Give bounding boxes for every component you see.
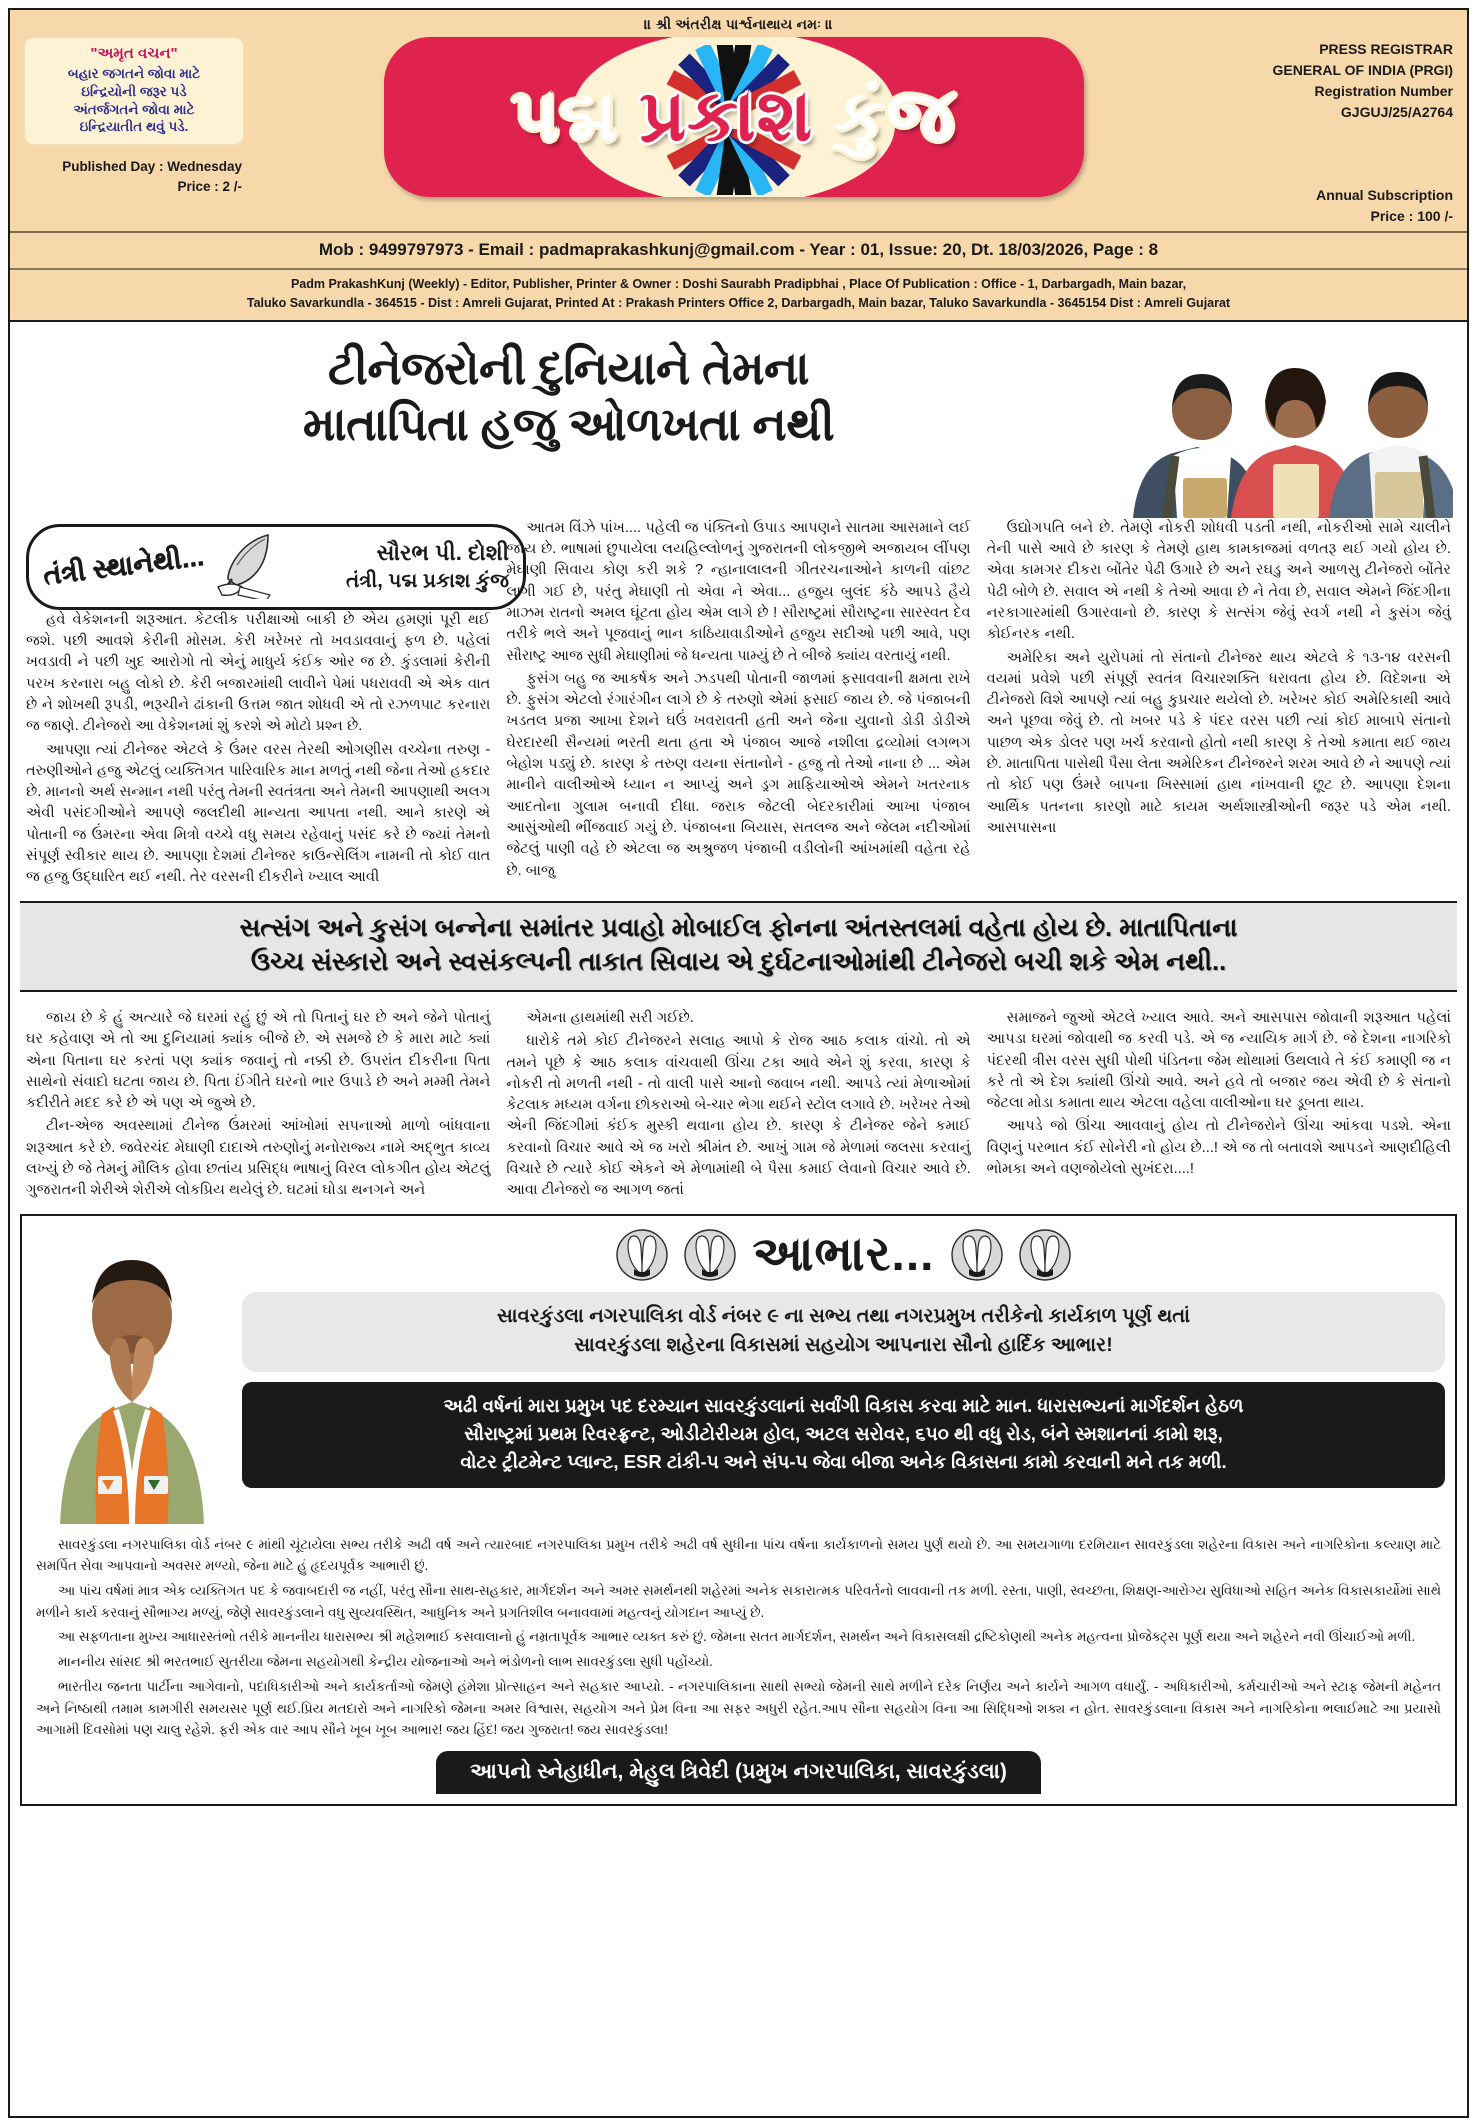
ad-signature: આપનો સ્નેહાધીન, મેહુલ ત્રિવેદી (પ્રમુખ નગરપાલિકા, સાવરકુંડલા): [436, 1751, 1041, 1794]
masthead-row: [24, 35, 1453, 227]
namaste-hands-icon: [1019, 1229, 1071, 1281]
ad-grey-panel: [242, 1292, 1445, 1373]
masthead: [10, 10, 1467, 233]
ad-right-column: [242, 1224, 1445, 1489]
prgi-line-1: PRESS REGISTRAR: [1319, 41, 1453, 57]
logo-word-1: પદ્મ: [511, 76, 619, 156]
amrut-vachan-line-3: અંતર્જગતને જોવા માટે: [73, 101, 195, 117]
ad-black-panel: [242, 1382, 1445, 1488]
imprint-block: [10, 270, 1467, 322]
article-column-2: [506, 518, 970, 884]
logo-wordmark: [512, 75, 955, 159]
article-paragraph: ટીન-એજ અવસ્થામાં ટીનેજ ઉંમરમાં આંખોમાં સપનાઓ માળો બાંધવાના શરૂઆત કરે છે. જવેરચંદ મેઘાણી દાદાએ તરુણોનું મનોરાજ્ય નામે અદ્ભુત કાવ્ય લખ્યું છે જે તેમનું મૌલિક હોવા છતાંય પ્રસિદ્ધ ભાષાનું વિરલ લોકગીત હોય એટલું ગુજરાતની શેરીએ શેરીએ લોકપ્રિય થયેલું છે. ઘટમાં ઘોડા થનગને અને: [26, 1118, 491, 1199]
article-paragraph: આપડે જો ઊંચા આવવાનું હોય તો ટીનેજરોને ઊંચા આંકવા પડશે. એના વિણનું પરભાત કંઈ સોનેરી નો હોય છે...! એ જ તો બતાવશે આપડને આણદીહિલી ભોમકા અને વણજોયેલો સુખંદરા....!: [986, 1118, 1451, 1178]
article2-column-1: [26, 1008, 490, 1204]
ad-paragraph: આ પાંચ વર્ષમાં માત્ર એક વ્યક્તિગત પદ કે જવાબદારી જ નહીં, પરંતુ સૌના સાથ-સહકાર, માર્ગદર્શન અને અમર સમર્થનથી શહેરમાં અનેક સકારાત્મક પરિવર્તનો લાવવાની તક મળી. રસ્તા, પાણી, સ્વચ્છતા, શિક્ષણ-આરોગ્ય સુવિધાઓ સહિત અનેક વિકાસકાર્યોમાં સાથે મળીને કાર્ય કરવાનું સૌભાગ્ય મળ્યું, જેણે સાવરકુંડલાને વધુ સુવ્યવસ્થિત, આધુનિક અને પ્રગતિશીલ બનાવવામાં મહત્વનું યોગદાન આપ્યું છે.: [36, 1583, 1441, 1620]
students-photo: [1123, 338, 1453, 518]
editor-name: સૌરભ પી. દોશી: [376, 540, 509, 566]
masthead-left: [24, 35, 244, 196]
prgi-line-2: GENERAL OF INDIA (PRGI): [1272, 62, 1453, 78]
prgi-registration-number: GJGUJ/25/A2764: [1340, 104, 1453, 120]
newspaper-logo: [384, 37, 1084, 197]
annual-subscription-block: [1223, 185, 1453, 227]
ad-paragraph: ભારતીય જનતા પાર્ટીના આગેવાનો, પદાધિકારીઓ અને કાર્યકર્તાઓ જેમણે હંમેશા પ્રોત્સાહન અને સહકાર આપ્યો. - નગરપાલિકાના સાથી સભ્યો જેમની સાથે મળીને દરેક નિર્ણય અને કાર્યને આગળ વધાર્યું. - અધિકારીઓ, કર્મચારીઓ અને સ્ટાફ જેમની મહેનત અને નિષ્ઠાથી તમામ કામગીરી સમયસર પૂર્ણ થઈ.પ્રિય મતદારો અને નાગરિકો જેમના અમર વિશ્વાસ, સહયોગ અને પ્રેમ વિના આ સફર અધુરી રહેત.આપ સૌના સહયોગ વિના આ સિદ્ધિઓ શક્ય ન હોત. સાવરકુંડલાના વિકાસ અને નાગરિકોના ભલાઈમાટે આ પ્રયાસો આગામી દિવસોમાં પણ ચાલુ રહેશે. ફરી એક વાર આપ સૌને ખૂબ ખૂબ આભાર! જય હિંદ! જય ગુજરાત! જય સાવરકુંડલા!: [36, 1678, 1441, 1738]
aabhar-title: આભાર...: [752, 1227, 935, 1281]
prgi-line-3: Registration Number: [1314, 83, 1453, 99]
editor-role: તંત્રી, પદ્મ પ્રકાશ કુંજ: [346, 570, 509, 593]
annual-subscription-label: Annual Subscription: [1316, 187, 1453, 203]
masthead-center: [244, 35, 1223, 197]
article-paragraph: ફુસંગ બહુ જ આકર્ષક અને ઝડપથી પોતાની જાળમાં ફસાવવાની ક્ષમતા રાખે છે. ફુસંગ એટલો રંગારંગીન લાગે છે કે તરુણો એમાં ફસાઈ જાય છે. જે પંજાબની ખડતલ પ્રજા આખા દેશને ઘઉં ખવરાવતી હતી અને જેના યુવાનો ડોડી ડોડીએ ઘેરદારથી સૈન્યમાં ભરતી થતા હતા એ પંજાબ આજે નશીલા દ્રવ્યોમાં લગભગ બેહોશ પડ્યું છે. કારણ કે તરુણ વયના સંતાનોને - હજુ તો તેઓ નાના છે ... એમ માનીને વાલીઓએ ધ્યાન ન આપ્યું અને ડ્રગ માફિયાઓએ એમને ખતરનાક આદતોના ગુલામ બનાવી દીધા. જરાક જેટલી બેદરકારીમાં આખા પંજાબ આસુંઓથી ભીંજવાઈ ગયું છે. પંજાબના બિયાસ, સતલજ અને જેલમ નદીઓમાં જેટલું પાણી વહે છે એટલા જ અશ્રુજળ પંજાબી વડીલોની આંખમાંથી વહેતા રહે છે. બાજુ: [506, 670, 971, 879]
page-sheet: [8, 8, 1469, 2118]
namaste-hands-icon: [684, 1229, 736, 1281]
bottom-columns: [10, 1000, 1467, 1204]
prgi-block: [1223, 39, 1453, 123]
ad-paragraph: સાવરકુંડલા નગરપાલિકા વોર્ડ નંબર ૯ માંથી ચૂંટાયેલા સભ્ય તરીકે અઢી વર્ષ અને ત્યારબાદ નગરપાલિકા પ્રમુખ તરીકે અઢી વર્ષ સુધીના પાંચ વર્ષના કાર્યકાળનો સમય પુર્ણ થયો છે. આ સમયગાળા દરમિયાન સાવરકુંડલા શહેરના વિકાસ અને નાગરિકોના કલ્યાણ માટે સમર્પિત સેવા આપવાનો અવસર મળ્યો, જેના માટે હું હૃદયપૂર્વક આભારી છું.: [36, 1536, 1441, 1574]
article2-column-3: [987, 1008, 1451, 1182]
ad-paragraph: આ સફળતાના મુખ્ય આધારસ્તંભો તરીકે માનનીય ધારાસભ્ય શ્રી મહેશભાઈ કસવાલાનો હું નમ્રતાપૂર્વક આભાર વ્યક્ત કરું છું. જેમના સતત માર્ગદર્શન, સમર્થન અને વિકાસલક્ષી દ્રષ્ટિકોણથી અનેક મહત્વના પ્રોજેક્ટ્સ પૂર્ણ થયા અને શહેરને નવી ઊંચાઈઓ મળી.: [58, 1629, 1416, 1645]
amrut-vachan-line-2: ઇન્દ્રિયોની જરૂર પડે: [81, 83, 187, 99]
ad-signature-wrap: [32, 1751, 1445, 1794]
top-columns: [10, 518, 1467, 891]
logo-word-3: કુંજ: [834, 76, 956, 156]
invocation-line: ॥ શ્રી અંતરીક્ષ પાર્શ્વનાથાય નમઃ ॥: [644, 16, 833, 32]
published-day: Published Day : Wednesday: [62, 159, 242, 175]
contact-bar: Mob : 9499797973 - Email : padmaprakashkunj@gmail.com - Year : 01, Issue: 20, Dt. 18/03/2026, Page : 8: [10, 233, 1467, 270]
logo-word-2: પ્રકાશ: [639, 76, 814, 156]
article-paragraph: જાય છે કે હું અત્યારે જે ઘરમાં રહું છું એ તો પિતાનું ઘર છે અને જેને પોતાનું ઘર કહેવાણ એ તો આ દુનિયામાં ક્યાંક બીજે છે. એ સમજે છે કે મારા માટે ક્યાં એના પિતાના ઘર કરતાં પણ ક્યાંક જવાનું તો નક્કી છે. ઉપરાંત દીકરીના પિતા સાથેનો સંવાદો ઘટતા જાય છે. પિતા ઈંગીતે ઘરનો ભાર ઉપાડે છે અને મમ્મી તેમને કદીરીતે મદદ કરે છે એ પણ એ જુએ છે.: [26, 1009, 491, 1112]
imprint-line-1: Padm PrakashKunj (Weekly) - Editor, Publisher, Printer & Owner : Doshi Saurabh Pradipbhai , Place Of Publication : Office - 1, Darbargadh, Main bazar,: [290, 277, 1187, 291]
amrut-vachan-line-1: બહાર જગતને જોવા માટે: [67, 66, 201, 81]
amrut-vachan-box: [24, 37, 244, 145]
editor-name-block: [288, 539, 509, 594]
issue-price: Price : 2 /-: [177, 178, 242, 194]
editor-stamp-script: તંત્રી સ્થાનેથી...: [41, 541, 206, 591]
lead-section: [10, 322, 1467, 518]
advertisement-block: [20, 1214, 1457, 1806]
amrut-vachan-line-4: ઇન્દ્રિયાતીત થવું પડે.: [79, 119, 189, 135]
ad-black-line-1: અઢી વર્ષનાં મારા પ્રમુખ પદ દરમ્યાન સાવરકુંડલાનાં સર્વાંગી વિકાસ કરવા માટે માન. ધારાસભ્યનાં માર્ગદર્શન હેઠળ: [443, 1395, 1244, 1417]
ad-paragraph: માનનીય સાંસદ શ્રી ભરતભાઈ સુતરીયા જેમના સહયોગથી કેન્દ્રીય યોજનાઓ અને ભંડોળનો લાભ સાવરકુંડલા સુધી પહોંચ્યો.: [58, 1654, 713, 1670]
article-paragraph: હવે વેકેશનની શરૂઆત. કેટલીક પરીક્ષાઓ બાકી છે એય હમણાં પૂરી થઈ જશે. પછી આવશે કેરીની મોસમ. કેરી ખરેખર તો ખવડાવવાનું ફળ છે. પહેલાં ખવડાવી ને પછી ખુદ આરોગો તો એનું માધુર્ય કંઈક ઓર જ છે. કુંડલામાં કેરીની પરખ કરનારા બહુ લોકો છે. કેરી બજારમાંથી લાવીને પેમાં પધરાવવી એ એક વાત છે ને શોખથી રૂપડી, ભરૂચીને ઢાંકાની ઉત્તમ જાત શોધવી એ તો રઝળપાટ કરનારા જ જાણે. ટીનેજરો આ વેકેશનમાં શું કરશે એ મોટો પ્રશ્ન છે.: [26, 611, 491, 735]
namaste-hands-icon: [616, 1229, 668, 1281]
ad-black-line-2: સૌરાષ્ટ્રમાં પ્રથમ રિવરફ્રન્ટ, ઓડીટોરીયમ હોલ, અટલ સરોવર, ૬૫૦ થી વધુ રોડ, બંને સ્મશાનનાં કામો શરૂ,: [464, 1423, 1223, 1445]
banner-line-1: સત્સંગ અને કુસંગ બન્નેના સમાંતર પ્રવાહો મોબાઈલ ફોનના અંતસ્તલમાં વહેતા હોય છે. માતાપિતાના: [239, 913, 1238, 942]
editor-stamp: [26, 524, 526, 610]
article-paragraph: ધારોકે તમે કોઈ ટીનેજરને સલાહ આપો કે રોજ આઠ કલાક વાંચો. તો એ તમને પૂછે કે આઠ કલાક વાંચવાથી ઊંચા ટકા આવે એને શું કરવા, કારણ કે નોકરી તો મળતી નથી - તો વાલી પાસે આનો જવાબ નથી. આપડે ત્યાં મેળાઓમાં કેટલાક મધ્યમ વર્ગના છોકરાઓ બે-ચાર ભેગા થઈને સ્ટોલ લગાવે છે. ખરેખર તેઓ એની જિંદગીમાં કંઈક મુસ્કી થવાના હોય છે. કારણ કે ટીનેજર જેને કમાઈ કરવાનો વિચાર આવે એ જ ખરો શ્રીમંત છે. આખું ગામ જે મેળામાં જલસા કરવાનું વિચારે છે ત્યારે કોઈ એકને એ મેળામાંથી બે પૈસા કમાઈ લેવાનો વિચાર આવે છે. આવા ટીનેજરો જ આગળ જતાં: [506, 1033, 971, 1199]
ad-top-row: [32, 1224, 1445, 1524]
leader-portrait-photo: [32, 1224, 232, 1524]
article2-column-2: [506, 1008, 970, 1204]
article-paragraph: સમાજને જુઓ એટલે ખ્યાલ આવે. અને આસપાસ જોવાની શરૂઆત પહેલાં આપડા ઘરમાં જોવાથી જ કરવી પડે. એ જ ન્યાયિક માર્ગ છે. જે દેશના નાગરિકો પંદરથી ત્રીસ વરસ સુધી પોથી પંડિતના જેમ થોથામાં ઉથલાવે તે કંઈ કમાણી જ ન કરે તો એ દેશ ક્યાંથી ઊંચો આવે. અને હવે તો બજાર જય એવી છે કે સંતાનો જેટલા મોડા કમાતા થાય એટલા વહેલા વાલીઓના ઘર ડૂબતા થાય.: [986, 1009, 1451, 1112]
banner-line-2: ઉચ્ચ સંસ્કારો અને સ્વસંકલ્પની તાકાત સિવાય એ દુર્ઘટનાઓમાંથી ટીનેજરો બચી શકે એમ નથી..: [250, 948, 1227, 977]
ad-grey-line-2: સાવરકુંડલા શહેરના વિકાસમાં સહયોગ આપનારા સૌનો હાર્દિક આભાર!: [574, 1333, 1113, 1356]
article-paragraph: ઉદ્યોગપતિ બને છે. તેમણે નોકરી શોધવી પડતી નથી, નોકરીઓ સામે ચાલીને તેની પાસે આવે છે કારણ કે તેમણે હાથ કામકાજમાં વળતરૂ થઈ ગયો હોય છે. એવા કામગર દીકરા બોંતેર પેઢી ઉગારે છે અને રઘડુ અને આળસુ ટીનેજરો બોંતેર પેઢી બોળે છે. સવાલ એ નથી કે તેઓ આવા છે ને તેવા છે, સવાલ એમને જિંદગીના નરકાગારમાંથી ઉગારવાનો છે. કારણ કે સત્સંગ જેવું સ્વર્ગ નથી ને કુસંગ જેવું કોઈનરક નથી.: [986, 519, 1451, 643]
annual-subscription-price: Price : 100 /-: [1370, 208, 1453, 224]
headline-line-2: માતાપિતા હજુ ઓળખતા નથી: [302, 397, 835, 450]
masthead-right: [1223, 35, 1453, 227]
article-column-3: [987, 518, 1451, 841]
article-column-1: [26, 518, 509, 891]
article-paragraph: આપણા ત્યાં ટીનેજર એટલે કે ઉંમર વરસ તેરથી ઓગણીસ વચ્ચેના તરુણ - તરુણીઓને હજુ એટલું વ્યક્તિગત પારિવારિક માન મળતું નથી જેના તેઓ હકદાર છે. માનનો અર્થ સન્માન નથી પરંતુ તેમની સ્વતંત્રતા અને તેમની આપણાથી અલગ એવી પસંદગીઓને આપણે જલદીથી માન્યતા આપતા નથી. આને કારણે એ પોતાની જ ઉંમરના એવા મિત્રો વચ્ચે વધુ સમય રહેવાનું પસંદ કરે છે જ્યાં તેમનો સંપૂર્ણ સ્વીકાર થાય છે. આપણા દેશમાં ટીનેજર કાઉન્સેલિંગ નામની તો કોઈ વાત જ હજુ ઉદ્ઘારિત થઈ નથી. તેર વરસની દીકરીને ખ્યાલ આવી: [26, 741, 491, 886]
ad-grey-line-1: સાવરકુંડલા નગરપાલિકા વોર્ડ નંબર ૯ ના સભ્ય તથા નગરપ્રમુખ તરીકેનો કાર્યકાળ પૂર્ણ થતાં: [497, 1304, 1190, 1327]
quill-pen-icon: [210, 529, 282, 604]
pull-quote-banner: [20, 901, 1457, 992]
ad-black-line-3: વોટર ટ્રીટમેન્ટ પ્લાન્ટ, ESR ટાંકી-૫ અને સંપ-૫ જેવા બીજા અનેક વિકાસના કામો કરવાની મને તક મળી.: [460, 1451, 1227, 1473]
namaste-hands-icon: [951, 1229, 1003, 1281]
aabhar-header-row: [242, 1224, 1445, 1286]
article-paragraph: એમના હાથમાંથી સરી ગઈછે.: [526, 1009, 694, 1026]
imprint-line-2: Taluko Savarkundla - 364515 - Dist : Amreli Gujarat, Printed At : Prakash Printers Office 2, Darbargadh, Main bazar, Taluko Savarkundla - 3645154 Dist : Amreli Gujarat: [246, 296, 1231, 311]
page-title: [24, 334, 1113, 454]
ad-body-text: [32, 1534, 1445, 1741]
article-paragraph: આતમ વિંઝે પાંખ.... પહેલી જ પંક્તિનો ઉપાડ આપણને સાતમા આસમાને લઈ જાય છે. ભાષામાં છુપાયેલા લયહિલ્લોળનું ગુજરાતની લોકજીભે અજાયબ લીંપણ મેઘાણી સિવાય કોણ કરી શકે ? ન્હાનાલાલની ગીતરચનાઓને કાળની વાંછટ લાગી ગઈ છે, પરંતુ મેઘાણી તો એવા ને એવા... હજુય બુલંદ કંઠે આપડે હૈયે માઝમ રાતનો અમલ ઘૂંટતા હોય એમ લાગે છે ! સૌરાષ્ટ્રમાં સૌરાષ્ટ્રના સારસ્વત દેવ તરીકે ભલે અને પૂજવાનું ભાન કાઠિયાવાડીઓને હજુય સદીઓ પછી આવે, પણ સૌરાષ્ટ્ર આજ સુધી મેઘાણીમાં જે ધન્યતા પામ્યું છે તે બીજે ક્યાંય વરતાયું નથી.: [506, 519, 971, 664]
published-day-block: [24, 157, 244, 196]
lead-headline-wrap: [24, 334, 1123, 518]
headline-line-1: ટીનેજરોની દુનિયાને તેમના: [327, 341, 810, 394]
article-paragraph: અમેરિકા અને યુરોપમાં તો સંતાનો ટીનેજર થાય એટલે કે ૧૩-૧૪ વરસની વયમાં પ્રવેશે પછી સંપૂર્ણ સ્વતંત્ર વિચારશક્તિ ધરાવતા હોય છે. વિદેશના એ ટીનેજરો વિશે આપણે ત્યાં બહુ કુપ્રચાર થયેલો છે. ખરેખર કોઈ અમેરિકાથી આવે અને પૂછવા જેવું છે. તો ખબર પડે કે પંદર વરસ પછી ત્યાં કોઈ માબાપે સંતાનો પાછળ એક ડોલર પણ ખર્ચ કરવાનો હોતો નથી કારણ કે તેઓ કમાતા થઈ જાય છે. માતાપિતા પાસેથી પૈસા લેતા અમેરિકન ટીનેજરને શરમ આવે છે ને આપણે ત્યાં તો કોઈ પણ ઉંમરે બાપના ખિસ્સામાં હાથ નાંખવાની છૂટ છે. આપણા દેશના આર્થિક પતનના કારણો માટે કાયમ અર્થશાસ્ત્રીઓની જરૂર પડે એમ નથી. આસપાસના: [986, 649, 1451, 836]
amrut-vachan-title: "અમૃત વચન": [90, 45, 178, 62]
